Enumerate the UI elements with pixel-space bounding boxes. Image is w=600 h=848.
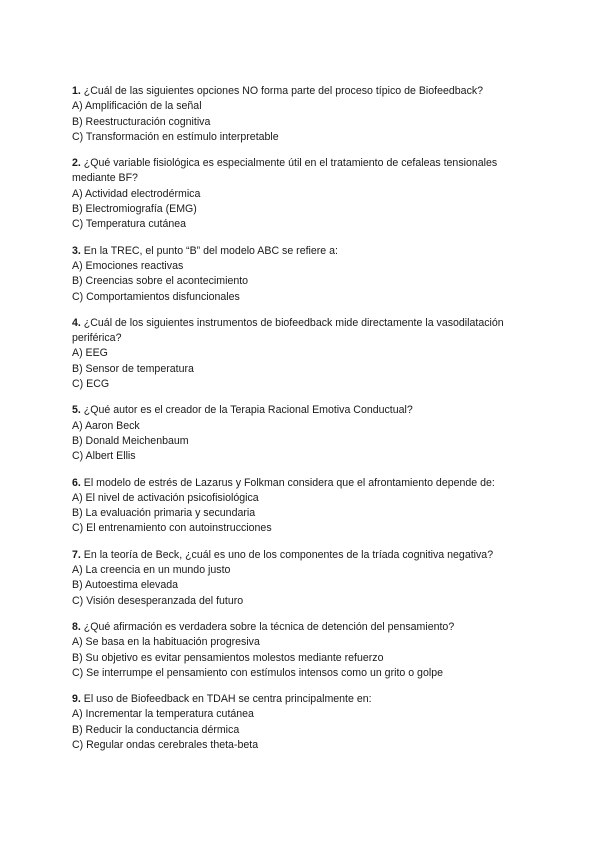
option-a: A) Se basa en la habituación progresiva bbox=[72, 636, 260, 649]
option-a: A) EEG bbox=[72, 347, 108, 360]
option-b: B) Reestructuración cognitiva bbox=[72, 115, 211, 128]
question-text: ¿Qué afirmación es verdadera sobre la técnica de detención del pensamiento? bbox=[83, 620, 455, 633]
question-number: 4. bbox=[72, 316, 81, 329]
option-c: C) Visión desesperanzada del futuro bbox=[72, 594, 244, 607]
question-number: 8. bbox=[72, 620, 81, 633]
option-c: C) Comportamientos disfuncionales bbox=[72, 290, 240, 303]
option-a: A) El nivel de activación psicofisiológica bbox=[72, 491, 259, 504]
option-c: C) Regular ondas cerebrales theta-beta bbox=[72, 738, 259, 751]
question-text: En la TREC, el punto “B” del modelo ABC se refiere a: bbox=[83, 244, 338, 257]
question-heading bbox=[72, 244, 532, 259]
question-text: En la teoría de Beck, ¿cuál es uno de los componentes de la tríada cognitiva negativa? bbox=[83, 548, 494, 561]
option-a: A) Aaron Beck bbox=[72, 419, 140, 432]
option-b: B) Sensor de temperatura bbox=[72, 362, 194, 375]
question-5 bbox=[72, 403, 532, 464]
question-number: 3. bbox=[72, 244, 81, 257]
option-c: C) Albert Ellis bbox=[72, 450, 136, 463]
option-b: B) Donald Meichenbaum bbox=[72, 434, 189, 447]
option-b: B) Autoestima elevada bbox=[72, 579, 178, 592]
question-text: El uso de Biofeedback en TDAH se centra principalmente en: bbox=[83, 693, 372, 706]
question-heading bbox=[72, 84, 532, 99]
question-6 bbox=[72, 476, 532, 537]
question-heading bbox=[72, 403, 532, 418]
question-4 bbox=[72, 316, 532, 392]
question-number: 1. bbox=[72, 85, 81, 97]
option-b: B) Electromiografía (EMG) bbox=[72, 203, 197, 216]
question-7 bbox=[72, 548, 532, 609]
question-1 bbox=[72, 84, 532, 145]
question-9 bbox=[72, 692, 532, 753]
option-c: C) ECG bbox=[72, 378, 110, 391]
question-text: ¿Cuál de las siguientes opciones NO forma parte del proceso típico de Biofeedback? bbox=[83, 85, 484, 97]
option-a: A) Amplificación de la señal bbox=[72, 100, 202, 113]
quiz-page bbox=[72, 84, 532, 764]
question-heading bbox=[72, 316, 532, 347]
question-number: 9. bbox=[72, 693, 81, 706]
question-text: ¿Cuál de los siguientes instrumentos de biofeedback mide directamente la vasodilatación periférica? bbox=[72, 316, 504, 345]
option-a: A) Actividad electrodérmica bbox=[72, 187, 201, 200]
option-c: C) Transformación en estímulo interpretable bbox=[72, 130, 279, 143]
option-c: C) Temperatura cutánea bbox=[72, 218, 187, 231]
option-b: B) La evaluación primaria y secundaria bbox=[72, 507, 256, 520]
question-text: ¿Qué variable fisiológica es especialmente útil en el tratamiento de cefaleas tensionales mediante BF? bbox=[72, 157, 498, 185]
option-b: B) Reducir la conductancia dérmica bbox=[72, 723, 240, 736]
question-heading bbox=[72, 620, 532, 635]
question-text: ¿Qué autor es el creador de la Terapia Racional Emotiva Conductual? bbox=[83, 404, 413, 417]
question-8 bbox=[72, 620, 532, 681]
option-a: A) La creencia en un mundo justo bbox=[72, 564, 231, 577]
question-3 bbox=[72, 244, 532, 305]
option-b: B) Su objetivo es evitar pensamientos molestos mediante refuerzo bbox=[72, 651, 384, 664]
option-c: C) El entrenamiento con autoinstrucciones bbox=[72, 522, 272, 535]
option-a: A) Emociones reactivas bbox=[72, 259, 184, 272]
option-b: B) Creencias sobre el acontecimiento bbox=[72, 275, 249, 288]
question-2 bbox=[72, 156, 532, 232]
question-heading bbox=[72, 692, 532, 707]
question-heading bbox=[72, 548, 532, 563]
question-number: 5. bbox=[72, 404, 81, 417]
question-number: 6. bbox=[72, 476, 81, 489]
question-heading bbox=[72, 156, 532, 187]
option-a: A) Incrementar la temperatura cutánea bbox=[72, 708, 254, 721]
question-text: El modelo de estrés de Lazarus y Folkman considera que el afrontamiento depende de: bbox=[83, 476, 495, 489]
question-number: 2. bbox=[72, 157, 81, 170]
question-number: 7. bbox=[72, 548, 81, 561]
option-c: C) Se interrumpe el pensamiento con estímulos intensos como un grito o golpe bbox=[72, 666, 443, 679]
question-heading bbox=[72, 476, 532, 491]
